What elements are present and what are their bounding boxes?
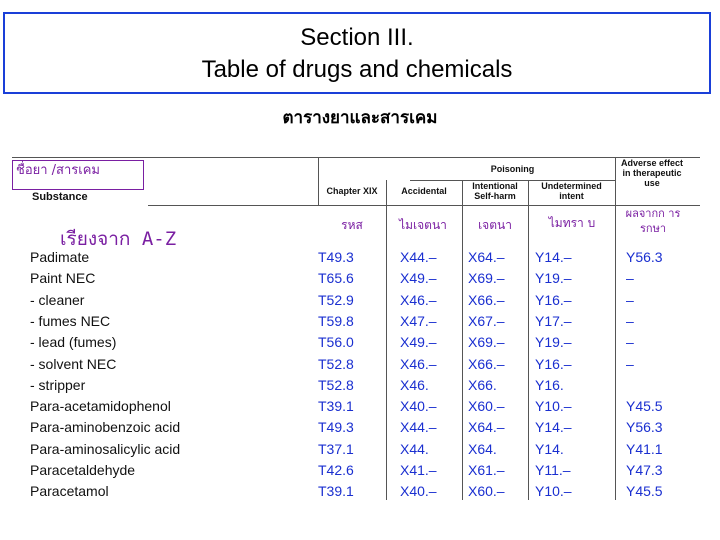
adverse-code-cell: –	[626, 334, 634, 351]
adverse-code-cell: Y45.5	[626, 483, 663, 500]
substance-thai-label: ชื่อยา /สารเคม	[16, 163, 100, 178]
chapter-code-cell: T56.0	[318, 334, 354, 351]
undetermined-code-cell: Y14.–	[535, 419, 572, 436]
intentional-code-cell: X66.	[468, 376, 497, 393]
undetermined-code-cell: Y10.–	[535, 483, 572, 500]
chapter-code-cell: T52.9	[318, 291, 354, 308]
undetermined-code-cell: Y10.–	[535, 398, 572, 415]
intentional-code-cell: X69.–	[468, 334, 505, 351]
substance-cell: Para-acetamidophenol	[30, 398, 171, 415]
substance-cell: Padimate	[30, 249, 90, 265]
title-line-2: Table of drugs and chemicals	[201, 56, 513, 83]
col-header-intentional: Intentional Self-harm	[472, 181, 518, 201]
header-bottom-rule	[148, 205, 700, 206]
intentional-code-cell: X66.–	[468, 355, 505, 372]
accidental-code-cell: X44.	[400, 440, 429, 457]
adverse-code-cell: –	[626, 291, 634, 308]
substance-cell: - solvent NEC	[30, 355, 117, 372]
intentional-code-cell: X60.–	[468, 398, 505, 415]
accidental-code-cell: X40.–	[400, 483, 437, 500]
adverse-code-cell: –	[626, 270, 634, 287]
substance-cell: Paint NEC	[30, 270, 96, 287]
accidental-code-cell: X44.–	[400, 249, 437, 265]
col-thai-adverse: ผลจากก ารรกษา	[625, 207, 681, 235]
accidental-code-cell: X47.–	[400, 312, 437, 329]
substance-cell: - stripper	[30, 376, 86, 393]
col-header-accidental: Accidental	[401, 186, 447, 196]
adverse-code-cell: Y56.3	[626, 419, 663, 436]
intentional-code-cell: X60.–	[468, 483, 505, 500]
accidental-code-cell: X46.–	[400, 291, 437, 308]
adverse-code-cell: Y56.3	[626, 249, 663, 265]
title-line-1: Section III.	[300, 24, 414, 51]
accidental-code-cell: X49.–	[400, 270, 437, 287]
accidental-code-cell: X44.–	[400, 419, 437, 436]
title-banner	[3, 12, 711, 94]
undetermined-code-cell: Y14.	[535, 440, 564, 457]
intentional-code-cell: X61.–	[468, 462, 505, 478]
undetermined-code-cell: Y11.–	[535, 462, 571, 478]
substance-cell: - cleaner	[30, 291, 85, 308]
intentional-code-cell: X64.	[468, 440, 497, 457]
col-divider-4	[528, 180, 529, 500]
az-thai-label: เรียงจาก A-Z	[60, 228, 177, 250]
chapter-code-cell: T39.1	[318, 483, 354, 500]
chapter-code-cell: T65.6	[318, 270, 354, 287]
accidental-code-cell: X41.–	[400, 462, 437, 478]
chapter-code-cell: T49.3	[318, 249, 354, 265]
substance-cell: Para-aminosalicylic acid	[30, 440, 181, 457]
chapter-code-cell: T52.8	[318, 376, 354, 393]
adverse-code-cell: –	[626, 355, 634, 372]
col-divider-1	[318, 157, 319, 205]
intentional-code-cell: X64.–	[468, 249, 505, 265]
chapter-code-cell: T39.1	[318, 398, 354, 415]
substance-cell: - lead (fumes)	[30, 334, 117, 351]
chapter-code-cell: T52.8	[318, 355, 354, 372]
adverse-code-cell: Y47.3	[626, 462, 663, 478]
undetermined-code-cell: Y16.	[535, 376, 564, 393]
chapter-code-cell: T59.8	[318, 312, 354, 329]
chapter-code-cell: T49.3	[318, 419, 354, 436]
substance-cell: - fumes NEC	[30, 312, 111, 329]
thai-subtitle: ตารางยาและสารเคม	[282, 108, 438, 128]
intentional-code-cell: X64.–	[468, 419, 505, 436]
col-thai-chapter: รหส	[341, 218, 363, 232]
undetermined-code-cell: Y16.–	[535, 291, 572, 308]
undetermined-code-cell: Y14.–	[535, 249, 572, 265]
adverse-header: Adverse effect in therapeutic use	[620, 158, 684, 188]
poisoning-header: Poisoning	[490, 164, 535, 174]
undetermined-code-cell: Y16.–	[535, 355, 572, 372]
intentional-code-cell: X67.–	[468, 312, 505, 329]
col-thai-undetermined: ไมทรา บ	[548, 216, 596, 230]
undetermined-code-cell: Y19.–	[535, 334, 572, 351]
intentional-code-cell: X69.–	[468, 270, 505, 287]
substance-header: Substance	[32, 191, 88, 203]
undetermined-code-cell: Y19.–	[535, 270, 572, 287]
accidental-code-cell: X46.–	[400, 355, 437, 372]
adverse-code-cell: Y45.5	[626, 398, 663, 415]
col-divider-5	[615, 157, 616, 500]
undetermined-code-cell: Y17.–	[535, 312, 572, 329]
col-header-chapter: Chapter XIX	[326, 186, 378, 196]
accidental-code-cell: X40.–	[400, 398, 437, 415]
substance-cell: Para-aminobenzoic acid	[30, 419, 181, 436]
accidental-code-cell: X46.	[400, 376, 429, 393]
intentional-code-cell: X66.–	[468, 291, 505, 308]
col-header-undetermined: Undetermined intent	[541, 181, 602, 201]
adverse-code-cell: –	[626, 312, 634, 329]
accidental-code-cell: X49.–	[400, 334, 437, 351]
table-top-rule	[12, 157, 700, 158]
col-thai-intentional: เจตนา	[478, 218, 512, 232]
chapter-code-cell: T37.1	[318, 440, 354, 457]
adverse-code-cell: Y41.1	[626, 440, 663, 457]
substance-cell: Paracetamol	[30, 483, 109, 500]
chapter-code-cell: T42.6	[318, 462, 354, 478]
col-thai-accidental: ไมเจตนา	[399, 218, 447, 232]
substance-cell: Paracetaldehyde	[30, 462, 136, 478]
